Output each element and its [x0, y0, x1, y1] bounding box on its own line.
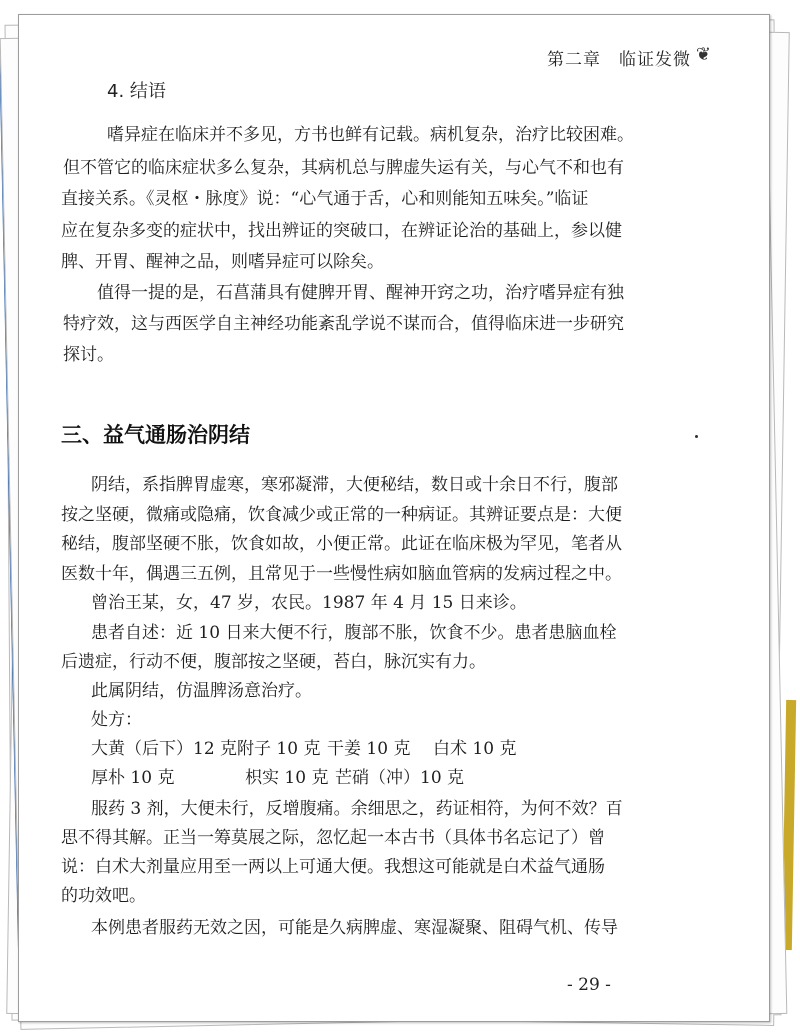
paragraph-line: 此属阴结，仿温脾汤意治疗。: [91, 681, 312, 701]
paragraph-line: 患者自述：近 10 日来大便不行，腹部不胀，饮食不少。患者患脑血栓: [91, 623, 617, 643]
paragraph-line: 特疗效，这与西医学自主神经功能紊乱学说不谋而合，值得临床进一步研究: [63, 314, 624, 334]
paragraph-line: 秘结，腹部坚硬不胀，饮食如故，小便正常。此证在临床极为罕见，笔者从: [61, 534, 622, 554]
print-speck: [695, 435, 698, 438]
book-page: [18, 14, 770, 1022]
paragraph-line: 处方：: [91, 710, 142, 730]
paragraph-line: 服药 3 剂，大便未行，反增腹痛。余细思之，药证相符，为何不效？百: [91, 799, 623, 819]
paragraph-line: 思不得其解。正当一筹莫展之际，忽忆起一本古书（具体书名忘记了）曾: [61, 828, 605, 848]
paragraph-line: 曾治王某，女，47 岁，农民。1987 年 4 月 15 日来诊。: [91, 593, 527, 613]
chapter-header: 第二章 临证发微: [547, 50, 691, 70]
paragraph-line: 值得一提的是，石菖蒲具有健脾开胃、醒神开窍之功，治疗嗜异症有独: [97, 283, 624, 303]
paragraph-line: 应在复杂多变的症状中，找出辨证的突破口，在辨证论治的基础上，参以健: [61, 221, 622, 241]
paragraph-line: 本例患者服药无效之因，可能是久病脾虚、寒湿凝聚、阻碍气机、传导: [91, 918, 618, 938]
paragraph-line: 探讨。: [63, 345, 114, 365]
subsection-heading: 4. 结语: [107, 81, 166, 102]
prescription-item: 白术 10 克: [433, 739, 517, 759]
prescription-item: 大黄（后下）12 克: [91, 739, 238, 759]
paragraph-line: 说：白术大剂量应用至一两以上可通大便。我想这可能就是白术益气通肠: [61, 857, 605, 877]
paragraph-line: 脾、开胃、醒神之品，则嗜异症可以除矣。: [61, 252, 384, 272]
paragraph-line: 医数十年，偶遇三五例，且常见于一些慢性病如脑血管病的发病过程之中。: [61, 564, 622, 584]
prescription-item: 附子 10 克: [237, 739, 321, 759]
paragraph-line: 后遗症，行动不便，腹部按之坚硬，苔白，脉沉实有力。: [61, 652, 486, 672]
paragraph-line: 按之坚硬，微痛或隐痛，饮食减少或正常的一种病证。其辨证要点是：大便: [61, 505, 622, 525]
prescription-item: 干姜 10 克: [327, 739, 411, 759]
prescription-item: 芒硝（冲）10 克: [335, 768, 465, 788]
paragraph-line: 的功效吧。: [61, 886, 146, 906]
paragraph-line: 嗜异症在临床并不多见，方书也鲜有记载。病机复杂，治疗比较困难。: [107, 125, 634, 145]
paragraph-line: 阴结，系指脾胃虚寒，寒邪凝滞，大便秘结，数日或十余日不行，腹部: [91, 475, 618, 495]
section-heading: 三、益气通肠治阴结: [61, 423, 250, 447]
paragraph-line: 直接关系。《灵枢・脉度》说：“心气通于舌，心和则能知五味矣。”临证: [61, 189, 589, 209]
page-number: - 29 -: [567, 975, 611, 995]
leaf-ornament-icon: ❦: [695, 44, 711, 65]
prescription-item: 厚朴 10 克: [91, 768, 175, 788]
prescription-item: 枳实 10 克: [245, 768, 329, 788]
paragraph-line: 但不管它的临床症状多么复杂，其病机总与脾虚失运有关，与心气不和也有: [63, 158, 624, 178]
